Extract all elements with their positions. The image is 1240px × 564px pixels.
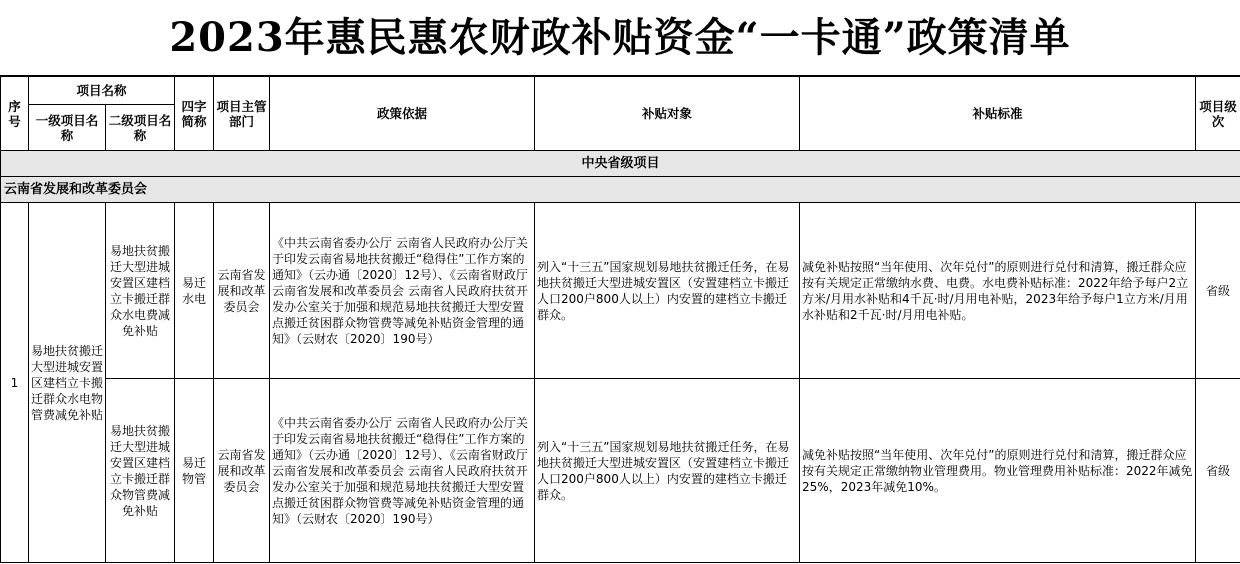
department-label: 云南省发展和改革委员会	[1, 177, 1240, 203]
row-level1-name: 易地扶贫搬迁大型进城安置区建档立卡搬迁群众水电物管费减免补贴	[29, 203, 106, 563]
header-seq: 序号	[1, 77, 29, 151]
policy-table	[0, 76, 1240, 563]
row-level2-name: 易地扶贫搬迁大型进城安置区建档立卡搬迁群众水电费减免补贴	[106, 203, 175, 379]
row-abbr: 易迁水电	[175, 203, 214, 379]
table-row	[1, 203, 1240, 379]
table-row	[1, 379, 1240, 563]
header-dept: 项目主管部门	[214, 77, 270, 151]
row-level2-name: 易地扶贫搬迁大型进城安置区建档立卡搬迁群众物管费减免补贴	[106, 379, 175, 563]
row-dept: 云南省发展和改革委员会	[214, 379, 270, 563]
row-target: 列入“十三五”国家规划易地扶贫搬迁任务，在易地扶贫搬迁大型进城安置区（安置建档立卡搬迁人口200户800人以上）内安置的建档立卡搬迁群众。	[535, 203, 800, 379]
row-level: 省级	[1196, 203, 1240, 379]
page-title: 2023年惠民惠农财政补贴资金“一卡通”政策清单	[0, 0, 1240, 76]
header-item-name: 项目名称	[29, 77, 175, 105]
row-standard: 减免补贴按照“当年使用、次年兑付”的原则进行兑付和清算，搬迁群众应按有关规定正常缴纳物业管理费用。物业管理费用补贴标准：2022年减免25%，2023年减免10%。	[800, 379, 1196, 563]
section-label: 中央省级项目	[1, 151, 1240, 177]
header-target: 补贴对象	[535, 77, 800, 151]
row-seq: 1	[1, 203, 29, 563]
header-abbr: 四字简称	[175, 77, 214, 151]
header-level1: 一级项目名称	[29, 105, 106, 151]
header-level2: 二级项目名称	[106, 105, 175, 151]
row-abbr: 易迁物管	[175, 379, 214, 563]
row-dept: 云南省发展和改革委员会	[214, 203, 270, 379]
header-basis: 政策依据	[270, 77, 535, 151]
header-standard: 补贴标准	[800, 77, 1196, 151]
row-basis: 《中共云南省委办公厅 云南省人民政府办公厅关于印发云南省易地扶贫搬迁“稳得住”工作方案的通知》（云办通〔2020〕12号）、《云南省财政厅 云南省发展和改革委员会 云南省人民政府扶贫开发办公室关于加强和规范易地扶贫搬迁大型安置点搬迁贫困群众物管费等减免补贴资金管理的通知》（云财农〔2020〕190号）	[270, 379, 535, 563]
header-level: 项目级次	[1196, 77, 1240, 151]
row-level: 省级	[1196, 379, 1240, 563]
row-target: 列入“十三五”国家规划易地扶贫搬迁任务，在易地扶贫搬迁大型进城安置区（安置建档立卡搬迁人口200户800人以上）内安置的建档立卡搬迁群众。	[535, 379, 800, 563]
row-standard: 减免补贴按照“当年使用、次年兑付”的原则进行兑付和清算，搬迁群众应按有关规定正常缴纳水费、电费。水电费补贴标准：2022年给予每户2立方米/月用水补贴和4千瓦·时/月用电补贴，2023年给予每户1立方米/月用水补贴和2千瓦·时/月用电补贴。	[800, 203, 1196, 379]
row-basis: 《中共云南省委办公厅 云南省人民政府办公厅关于印发云南省易地扶贫搬迁“稳得住”工作方案的通知》（云办通〔2020〕12号）、《云南省财政厅 云南省发展和改革委员会 云南省人民政府扶贫开发办公室关于加强和规范易地扶贫搬迁大型安置点搬迁贫困群众物管费等减免补贴资金管理的通知》（云财农〔2020〕190号）	[270, 203, 535, 379]
